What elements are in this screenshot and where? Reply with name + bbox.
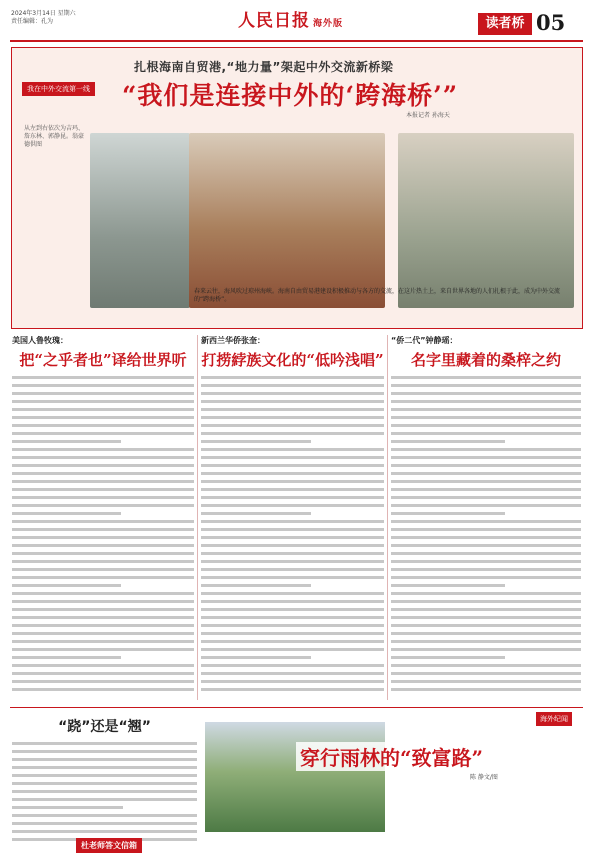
feature-intro: 春来云往，海风吹过琼州海峡。海南自由贸易港建设积极推动与各方的交流，在这片热土上，来自世界各地的人们扎根于此，成为中外交流的“跨海桥”。 [194, 288, 561, 303]
text-line [12, 822, 197, 825]
text-line [201, 576, 384, 579]
text-line [391, 432, 581, 435]
article-1-body [12, 376, 194, 691]
article-1-label: 美国人鲁牧瑰： [12, 336, 68, 345]
text-line [391, 440, 505, 443]
text-line [12, 814, 197, 817]
text-line [12, 408, 194, 411]
feature-byline: 本报记者 孙海天 [406, 112, 450, 119]
text-line [391, 648, 581, 651]
text-line [201, 440, 311, 443]
text-line [391, 640, 581, 643]
text-line [12, 632, 194, 635]
date-text: 2024年3月14日 星期六 [11, 10, 76, 17]
feature-kicker: 扎根海南自贸港,“地力量”架起中外交流新桥梁 [134, 60, 394, 74]
text-line [391, 560, 581, 563]
text-line [12, 664, 194, 667]
text-line [201, 560, 384, 563]
text-line [12, 416, 194, 419]
text-line [12, 672, 194, 675]
overseas-headline: 穿行雨林的“致富路” [296, 742, 487, 771]
overseas-tag: 海外纪闻 [536, 712, 572, 726]
text-line [201, 400, 384, 403]
text-line [201, 656, 311, 659]
text-line [391, 632, 581, 635]
text-line [12, 774, 197, 777]
text-line [12, 688, 194, 691]
text-line [12, 576, 194, 579]
text-line [201, 632, 384, 635]
column-tag: 我在中外交流第一线 [22, 82, 95, 96]
text-line [12, 616, 194, 619]
text-line [12, 640, 194, 643]
article-column-2 [201, 335, 384, 705]
section-tab: 读者桥 [478, 13, 532, 35]
text-line [391, 512, 505, 515]
text-line [201, 496, 384, 499]
overseas-body [205, 720, 581, 840]
text-line [391, 664, 581, 667]
photo-caption-left: 从左到右依次为吉玛、詹东林、郭静昆。翁豪德供图 [24, 125, 85, 148]
column-divider [387, 335, 388, 700]
page-number: 05 [536, 10, 566, 35]
text-line [201, 488, 384, 491]
text-line [12, 512, 121, 515]
text-line [12, 520, 194, 523]
masthead-logo [238, 6, 343, 31]
text-line [12, 440, 121, 443]
text-line [12, 432, 194, 435]
text-line [201, 432, 384, 435]
text-line [12, 830, 197, 833]
text-line [12, 464, 194, 467]
text-line [12, 600, 194, 603]
article-2-body [201, 376, 384, 691]
feature-box [11, 47, 583, 329]
text-line [12, 400, 194, 403]
text-line [12, 472, 194, 475]
text-line [201, 424, 384, 427]
text-line [201, 456, 384, 459]
text-line [201, 688, 384, 691]
article-3-headline: 名字里藏着的桑梓之约 [410, 351, 561, 369]
text-line [201, 512, 311, 515]
text-line [391, 424, 581, 427]
text-line [12, 584, 121, 587]
text-line [391, 608, 581, 611]
text-line [201, 464, 384, 467]
text-line [12, 568, 194, 571]
text-line [12, 384, 194, 387]
text-line [391, 600, 581, 603]
text-line [12, 560, 194, 563]
article-2-headline: 打捞綍族文化的“低吟浅唱” [201, 351, 384, 369]
text-line [12, 504, 194, 507]
text-line [201, 600, 384, 603]
text-line [12, 758, 197, 761]
text-line [391, 400, 581, 403]
text-line [391, 584, 505, 587]
text-line [391, 392, 581, 395]
feature-headline: “我们是连接中外的‘跨海桥’” [122, 81, 459, 110]
text-line [391, 536, 581, 539]
photo-person-2 [189, 133, 385, 308]
text-line [391, 568, 581, 571]
text-line [391, 528, 581, 531]
text-line [201, 544, 384, 547]
text-line [12, 496, 194, 499]
text-line [201, 376, 384, 379]
article-1-headline: 把“之乎者也”译给世界听 [19, 351, 187, 369]
text-line [201, 392, 384, 395]
text-line [391, 456, 581, 459]
article-column-3 [391, 335, 581, 705]
text-line [12, 648, 194, 651]
editor-text: 责任编辑：孔为 [11, 18, 54, 25]
text-line [201, 448, 384, 451]
article-3-body [391, 376, 581, 691]
text-line [391, 544, 581, 547]
text-line [12, 488, 194, 491]
text-line [12, 544, 194, 547]
text-line [201, 408, 384, 411]
text-line [201, 616, 384, 619]
text-line [391, 688, 581, 691]
text-line [12, 656, 121, 659]
text-line [12, 680, 194, 683]
text-line [12, 624, 194, 627]
text-line [12, 806, 123, 809]
text-line [201, 664, 384, 667]
text-line [201, 672, 384, 675]
logo-text: 人民日报 [238, 11, 310, 31]
article-2-label: 新西兰华侨张奎： [201, 336, 265, 345]
text-line [12, 552, 194, 555]
text-line [201, 608, 384, 611]
text-line [391, 680, 581, 683]
text-line [391, 624, 581, 627]
column-divider [197, 335, 198, 700]
page-header [0, 0, 593, 42]
text-line [391, 552, 581, 555]
logo-sub: 海外版 [313, 19, 344, 29]
text-line [12, 608, 194, 611]
text-line [391, 656, 505, 659]
text-line [391, 616, 581, 619]
text-line [201, 584, 311, 587]
photo-person-1 [90, 133, 190, 308]
text-line [12, 392, 194, 395]
text-line [201, 504, 384, 507]
text-line [391, 376, 581, 379]
text-line [391, 488, 581, 491]
text-line [201, 568, 384, 571]
text-line [391, 384, 581, 387]
text-line [12, 448, 194, 451]
text-line [12, 750, 197, 753]
text-line [391, 576, 581, 579]
text-line [201, 552, 384, 555]
text-line [201, 520, 384, 523]
text-line [391, 408, 581, 411]
text-line [391, 472, 581, 475]
text-line [391, 504, 581, 507]
text-line [12, 528, 194, 531]
text-line [12, 766, 197, 769]
text-line [201, 640, 384, 643]
text-line [12, 456, 194, 459]
text-line [12, 536, 194, 539]
text-line [391, 672, 581, 675]
text-line [201, 536, 384, 539]
article-3-label: “侨二代”钟静瑶： [391, 336, 458, 345]
text-line [201, 624, 384, 627]
column-badge: 杜老师答文信箱 [76, 838, 142, 853]
text-line [391, 416, 581, 419]
article-column-1 [12, 335, 194, 705]
overseas-byline: 陈 静文/图 [470, 774, 498, 781]
section-rule [10, 707, 583, 708]
text-line [391, 480, 581, 483]
text-line [12, 790, 197, 793]
text-line [391, 496, 581, 499]
text-line [12, 480, 194, 483]
issue-date [11, 10, 76, 26]
text-line [201, 592, 384, 595]
text-line [201, 472, 384, 475]
text-line [391, 592, 581, 595]
text-line [391, 448, 581, 451]
header-rule [10, 40, 583, 42]
text-line [201, 480, 384, 483]
language-column-title: “跷”还是“翘” [58, 719, 151, 735]
language-column-body [12, 742, 197, 841]
text-line [12, 592, 194, 595]
photo-person-3 [398, 133, 574, 308]
text-line [12, 782, 197, 785]
text-line [391, 520, 581, 523]
language-column [12, 712, 197, 850]
text-line [12, 376, 194, 379]
text-line [12, 798, 197, 801]
text-line [201, 528, 384, 531]
text-line [12, 424, 194, 427]
text-line [201, 416, 384, 419]
text-line [201, 648, 384, 651]
text-line [12, 742, 197, 745]
text-line [391, 464, 581, 467]
text-line [201, 680, 384, 683]
text-line [201, 384, 384, 387]
